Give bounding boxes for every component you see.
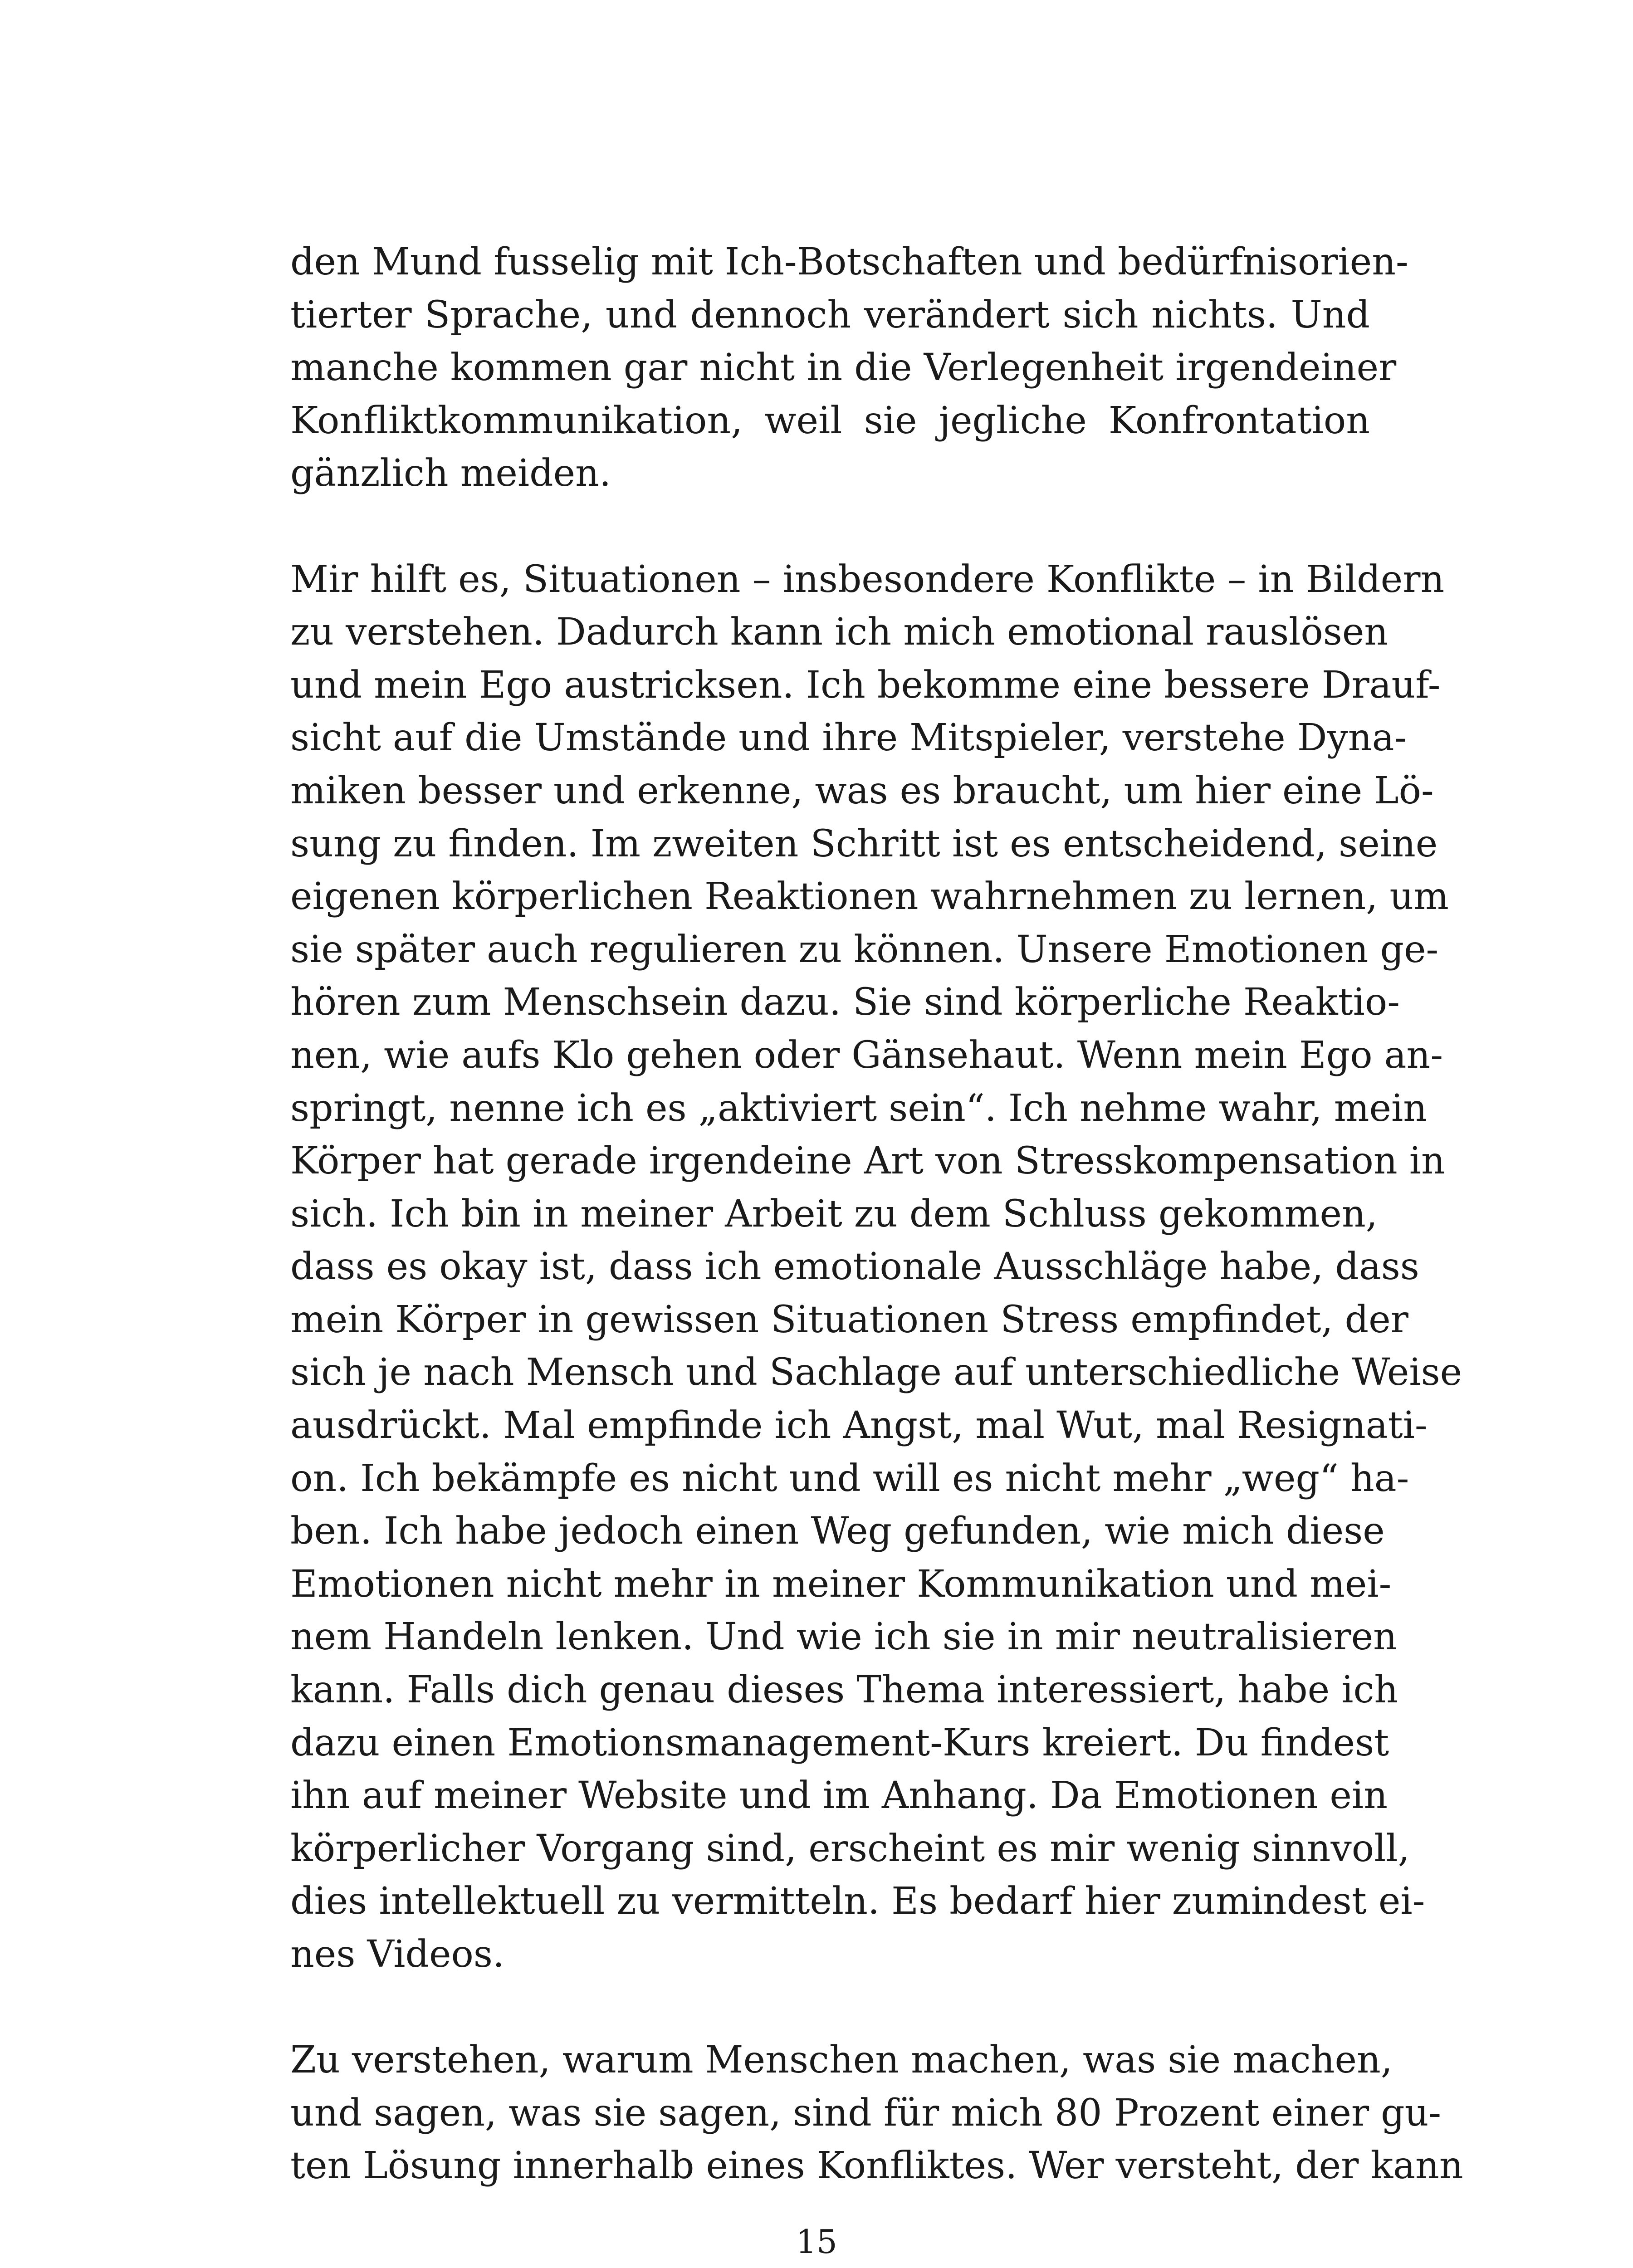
text-line: dies intellektuell zu vermitteln. Es bedarf hier zumindest ei- bbox=[290, 1880, 1425, 1923]
paragraph-2 bbox=[290, 553, 1462, 1981]
text-line: kann. Falls dich genau dieses Thema interessiert, habe ich bbox=[290, 1668, 1398, 1712]
text-line: sich. Ich bin in meiner Arbeit zu dem Schluss gekommen, bbox=[290, 1192, 1378, 1236]
text-line: Konfliktkommunikation, weil sie jegliche Konfrontation bbox=[290, 399, 1370, 442]
text-line: zu verstehen. Dadurch kann ich mich emotional rauslösen bbox=[290, 611, 1389, 654]
text-line: on. Ich bekämpfe es nicht und will es nicht mehr „weg“ ha- bbox=[290, 1457, 1409, 1500]
text-line: ten Lösung innerhalb eines Konfliktes. Wer versteht, der kann bbox=[290, 2144, 1463, 2188]
text-line: körperlicher Vorgang sind, erscheint es mir wenig sinnvoll, bbox=[290, 1827, 1410, 1870]
text-line: dass es okay ist, dass ich emotionale Ausschläge habe, dass bbox=[290, 1245, 1419, 1289]
text-line: und sagen, was sie sagen, sind für mich 80 Prozent einer gu- bbox=[290, 2091, 1442, 2135]
body-text bbox=[290, 236, 1463, 2246]
text-line: hören zum Menschsein dazu. Sie sind körperliche Reaktio- bbox=[290, 981, 1400, 1024]
text-line: mein Körper in gewissen Situationen Stress empfindet, der bbox=[290, 1298, 1408, 1341]
text-line: tierter Sprache, und dennoch verändert sich nichts. Und bbox=[290, 293, 1370, 337]
text-line: Emotionen nicht mehr in meiner Kommunikation und mei- bbox=[290, 1562, 1392, 1606]
text-line: nen, wie aufs Klo gehen oder Gänsehaut. Wenn mein Ego an- bbox=[290, 1033, 1443, 1077]
text-line: sung zu finden. Im zweiten Schritt ist es entscheidend, seine bbox=[290, 822, 1438, 865]
paragraph-1 bbox=[290, 236, 1408, 500]
text-line: nes Videos. bbox=[290, 1933, 505, 1976]
text-line: Zu verstehen, warum Menschen machen, was sie machen, bbox=[290, 2038, 1393, 2082]
text-line: springt, nenne ich es „aktiviert sein“. Ich nehme wahr, mein bbox=[290, 1086, 1428, 1130]
text-line: dazu einen Emotionsmanagement-Kurs kreiert. Du findest bbox=[290, 1721, 1389, 1765]
text-line: Körper hat gerade irgendeine Art von Stresskompensation in bbox=[290, 1139, 1445, 1183]
page-number: 15 bbox=[796, 2223, 837, 2261]
text-line: ben. Ich habe jedoch einen Weg gefunden, wie mich diese bbox=[290, 1510, 1385, 1553]
text-line: und mein Ego austricksen. Ich bekomme eine bessere Drauf- bbox=[290, 663, 1441, 707]
text-line: manche kommen gar nicht in die Verlegenheit irgendeiner bbox=[290, 346, 1397, 390]
text-line: sie später auch regulieren zu können. Unsere Emotionen ge- bbox=[290, 928, 1439, 971]
text-line: eigenen körperlichen Reaktionen wahrnehmen zu lernen, um bbox=[290, 875, 1449, 919]
text-line: sicht auf die Umstände und ihre Mitspieler, verstehe Dyna- bbox=[290, 716, 1407, 760]
paragraph-3 bbox=[290, 2034, 1463, 2193]
text-line: ausdrückt. Mal empfinde ich Angst, mal Wut, mal Resignati- bbox=[290, 1404, 1428, 1447]
text-line: Mir hilft es, Situationen – insbesondere Konflikte – in Bildern bbox=[290, 557, 1445, 601]
text-line: sich je nach Mensch und Sachlage auf unterschiedliche Weise bbox=[290, 1351, 1462, 1394]
text-line: den Mund fusselig mit Ich-Botschaften und bedürfnisorien- bbox=[290, 240, 1408, 284]
text-line: gänzlich meiden. bbox=[290, 452, 611, 495]
text-line: miken besser und erkenne, was es braucht, um hier eine Lö- bbox=[290, 769, 1434, 812]
text-line: nem Handeln lenken. Und wie ich sie in mir neutralisieren bbox=[290, 1615, 1397, 1659]
text-line: ihn auf meiner Website und im Anhang. Da Emotionen ein bbox=[290, 1774, 1388, 1818]
